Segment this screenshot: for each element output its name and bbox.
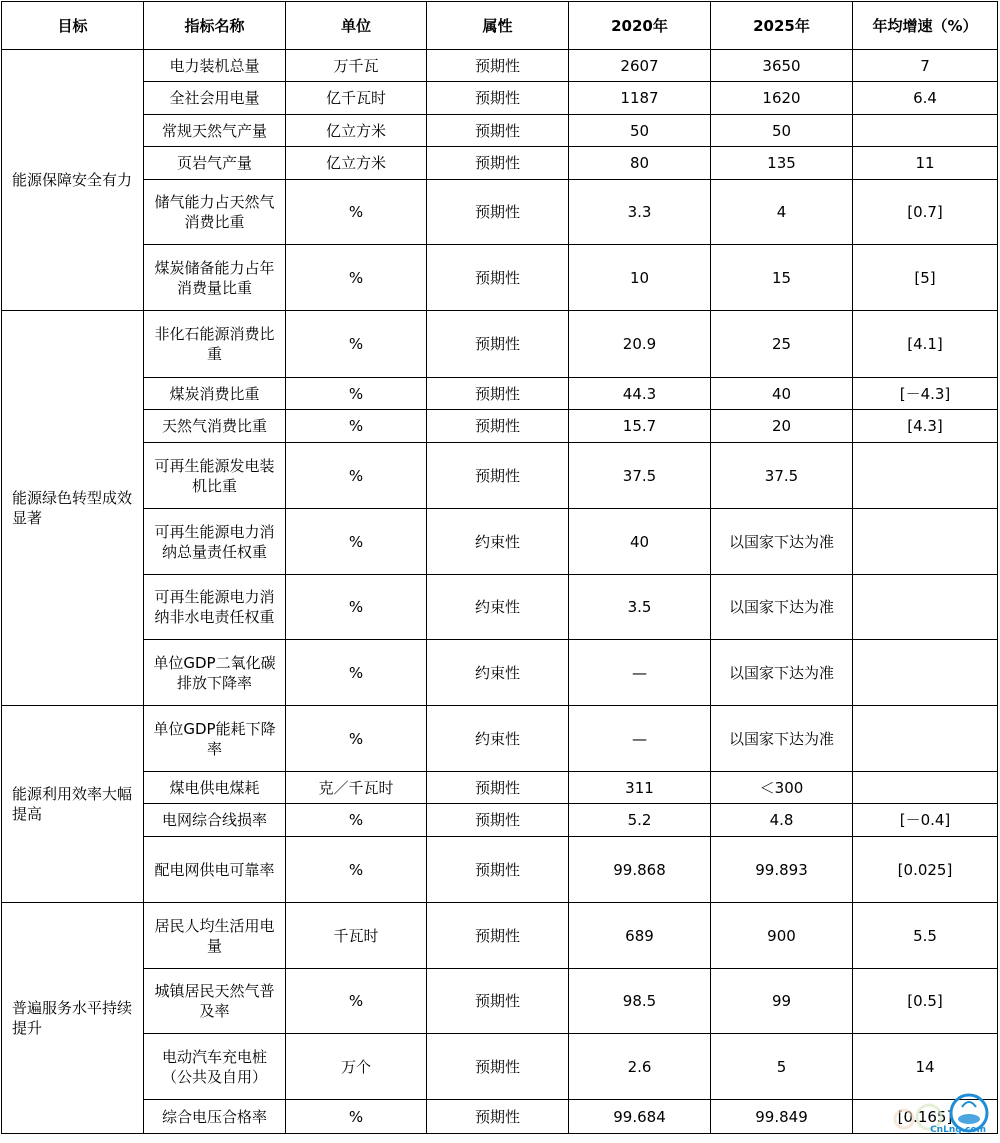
value-2025-cell: 900 — [711, 903, 853, 969]
value-2020-cell: 99.684 — [569, 1100, 711, 1134]
table-row — [2, 509, 998, 575]
unit-cell: % — [286, 969, 427, 1034]
growth-rate-cell — [853, 115, 998, 147]
watermark-logo — [874, 1089, 994, 1139]
unit-cell: % — [286, 1100, 427, 1134]
value-2025-cell: 5 — [711, 1034, 853, 1100]
value-2025-cell: 40 — [711, 378, 853, 410]
header-goal: 目标 — [2, 2, 144, 50]
value-2020-cell: 98.5 — [569, 969, 711, 1034]
attribute-cell: 预期性 — [427, 443, 569, 509]
value-2020-cell: 311 — [569, 772, 711, 804]
indicator-name-cell: 全社会用电量 — [144, 82, 286, 115]
table-row — [2, 50, 998, 82]
unit-cell: 万千瓦 — [286, 50, 427, 82]
growth-rate-cell: [4.3] — [853, 410, 998, 443]
indicator-name-cell: 天然气消费比重 — [144, 410, 286, 443]
value-2025-cell: 3650 — [711, 50, 853, 82]
growth-rate-cell: [0.5] — [853, 969, 998, 1034]
indicator-name-cell: 可再生能源发电装机比重 — [144, 443, 286, 509]
header-row — [2, 2, 998, 50]
unit-cell: % — [286, 640, 427, 706]
value-2020-cell: 2607 — [569, 50, 711, 82]
value-2020-cell: 3.3 — [569, 180, 711, 245]
value-2025-cell: 4.8 — [711, 804, 853, 837]
header-2020: 2020年 — [569, 2, 711, 50]
header-unit: 单位 — [286, 2, 427, 50]
unit-cell: % — [286, 804, 427, 837]
value-2025-cell: 以国家下达为准 — [711, 509, 853, 575]
value-2020-cell: 1187 — [569, 82, 711, 115]
attribute-cell: 预期性 — [427, 147, 569, 180]
value-2025-cell: 25 — [711, 311, 853, 378]
indicator-name-cell: 居民人均生活用电量 — [144, 903, 286, 969]
table-row — [2, 1100, 998, 1134]
growth-rate-cell: [－0.4] — [853, 804, 998, 837]
header-indicator-name: 指标名称 — [144, 2, 286, 50]
table-row — [2, 804, 998, 837]
indicator-name-cell: 页岩气产量 — [144, 147, 286, 180]
unit-cell: % — [286, 410, 427, 443]
header-growth-rate: 年均增速（%） — [853, 2, 998, 50]
value-2020-cell: 3.5 — [569, 575, 711, 640]
unit-cell: % — [286, 245, 427, 311]
value-2020-cell: 50 — [569, 115, 711, 147]
attribute-cell: 预期性 — [427, 378, 569, 410]
table-row — [2, 772, 998, 804]
growth-rate-cell — [853, 575, 998, 640]
table-row — [2, 115, 998, 147]
value-2025-cell: 15 — [711, 245, 853, 311]
unit-cell: 万个 — [286, 1034, 427, 1100]
table-row — [2, 82, 998, 115]
indicator-name-cell: 非化石能源消费比重 — [144, 311, 286, 378]
goal-cell: 能源绿色转型成效显著 — [2, 311, 144, 706]
growth-rate-cell: 5.5 — [853, 903, 998, 969]
goal-cell: 能源保障安全有力 — [2, 50, 144, 311]
indicator-name-cell: 单位GDP能耗下降率 — [144, 706, 286, 772]
table-row — [2, 311, 998, 378]
value-2025-cell: ＜300 — [711, 772, 853, 804]
value-2020-cell: 15.7 — [569, 410, 711, 443]
indicator-name-cell: 单位GDP二氧化碳排放下降率 — [144, 640, 286, 706]
value-2025-cell: 37.5 — [711, 443, 853, 509]
attribute-cell: 预期性 — [427, 772, 569, 804]
attribute-cell: 预期性 — [427, 311, 569, 378]
value-2025-cell: 50 — [711, 115, 853, 147]
value-2025-cell: 1620 — [711, 82, 853, 115]
table-row — [2, 903, 998, 969]
growth-rate-cell — [853, 706, 998, 772]
unit-cell: % — [286, 180, 427, 245]
indicator-name-cell: 电网综合线损率 — [144, 804, 286, 837]
value-2020-cell: 20.9 — [569, 311, 711, 378]
attribute-cell: 约束性 — [427, 706, 569, 772]
attribute-cell: 预期性 — [427, 969, 569, 1034]
indicator-name-cell: 电力装机总量 — [144, 50, 286, 82]
table-row — [2, 147, 998, 180]
indicator-name-cell: 可再生能源电力消纳总量责任权重 — [144, 509, 286, 575]
attribute-cell: 约束性 — [427, 640, 569, 706]
attribute-cell: 约束性 — [427, 575, 569, 640]
growth-rate-cell: 14 — [853, 1034, 998, 1100]
goal-cell: 普遍服务水平持续提升 — [2, 903, 144, 1134]
value-2020-cell: 5.2 — [569, 804, 711, 837]
attribute-cell: 预期性 — [427, 50, 569, 82]
value-2020-cell: 99.868 — [569, 837, 711, 903]
value-2020-cell: 10 — [569, 245, 711, 311]
unit-cell: % — [286, 378, 427, 410]
value-2020-cell: 37.5 — [569, 443, 711, 509]
growth-rate-cell: 6.4 — [853, 82, 998, 115]
indicator-name-cell: 电动汽车充电桩（公共及自用） — [144, 1034, 286, 1100]
indicator-name-cell: 综合电压合格率 — [144, 1100, 286, 1134]
indicator-name-cell: 储气能力占天然气消费比重 — [144, 180, 286, 245]
unit-cell: 克／千瓦时 — [286, 772, 427, 804]
growth-rate-cell — [853, 509, 998, 575]
growth-rate-cell — [853, 640, 998, 706]
attribute-cell: 预期性 — [427, 82, 569, 115]
unit-cell: % — [286, 837, 427, 903]
indicator-name-cell: 可再生能源电力消纳非水电责任权重 — [144, 575, 286, 640]
value-2020-cell: 40 — [569, 509, 711, 575]
unit-cell: 亿千瓦时 — [286, 82, 427, 115]
unit-cell: % — [286, 706, 427, 772]
table-row — [2, 180, 998, 245]
table-row — [2, 969, 998, 1034]
growth-rate-cell: 7 — [853, 50, 998, 82]
table-row — [2, 706, 998, 772]
value-2025-cell: 99 — [711, 969, 853, 1034]
table-row — [2, 410, 998, 443]
value-2025-cell: 4 — [711, 180, 853, 245]
indicator-name-cell: 常规天然气产量 — [144, 115, 286, 147]
unit-cell: % — [286, 311, 427, 378]
unit-cell: % — [286, 575, 427, 640]
indicator-name-cell: 城镇居民天然气普及率 — [144, 969, 286, 1034]
table-row — [2, 640, 998, 706]
growth-rate-cell: [5] — [853, 245, 998, 311]
growth-rate-cell — [853, 443, 998, 509]
table-body — [2, 50, 998, 1134]
value-2025-cell: 135 — [711, 147, 853, 180]
indicator-name-cell: 煤炭消费比重 — [144, 378, 286, 410]
value-2025-cell: 以国家下达为准 — [711, 575, 853, 640]
unit-cell: % — [286, 509, 427, 575]
attribute-cell: 预期性 — [427, 1034, 569, 1100]
value-2025-cell: 以国家下达为准 — [711, 640, 853, 706]
table-row — [2, 837, 998, 903]
unit-cell: 亿立方米 — [286, 147, 427, 180]
attribute-cell: 预期性 — [427, 245, 569, 311]
header-2025: 2025年 — [711, 2, 853, 50]
header-attribute: 属性 — [427, 2, 569, 50]
goal-cell: 能源利用效率大幅提高 — [2, 706, 144, 903]
value-2025-cell: 20 — [711, 410, 853, 443]
indicator-table — [1, 1, 998, 1134]
attribute-cell: 约束性 — [427, 509, 569, 575]
unit-cell: 千瓦时 — [286, 903, 427, 969]
growth-rate-cell: [0.025] — [853, 837, 998, 903]
growth-rate-cell — [853, 772, 998, 804]
attribute-cell: 预期性 — [427, 837, 569, 903]
attribute-cell: 预期性 — [427, 410, 569, 443]
unit-cell: % — [286, 443, 427, 509]
growth-rate-cell: [0.7] — [853, 180, 998, 245]
attribute-cell: 预期性 — [427, 115, 569, 147]
attribute-cell: 预期性 — [427, 804, 569, 837]
value-2020-cell: 689 — [569, 903, 711, 969]
value-2025-cell: 99.849 — [711, 1100, 853, 1134]
attribute-cell: 预期性 — [427, 903, 569, 969]
value-2020-cell: 2.6 — [569, 1034, 711, 1100]
table-row — [2, 1034, 998, 1100]
indicator-name-cell: 配电网供电可靠率 — [144, 837, 286, 903]
table-row — [2, 443, 998, 509]
table-row — [2, 378, 998, 410]
growth-rate-cell: [0.165] — [853, 1100, 998, 1134]
value-2020-cell: 44.3 — [569, 378, 711, 410]
growth-rate-cell: [－4.3] — [853, 378, 998, 410]
attribute-cell: 预期性 — [427, 180, 569, 245]
table-row — [2, 575, 998, 640]
unit-cell: 亿立方米 — [286, 115, 427, 147]
value-2025-cell: 以国家下达为准 — [711, 706, 853, 772]
value-2020-cell: — — [569, 640, 711, 706]
growth-rate-cell: [4.1] — [853, 311, 998, 378]
value-2020-cell: — — [569, 706, 711, 772]
indicator-name-cell: 煤炭储备能力占年消费量比重 — [144, 245, 286, 311]
watermark-text: CnLng.com — [930, 1125, 986, 1135]
value-2020-cell: 80 — [569, 147, 711, 180]
value-2025-cell: 99.893 — [711, 837, 853, 903]
indicator-name-cell: 煤电供电煤耗 — [144, 772, 286, 804]
growth-rate-cell: 11 — [853, 147, 998, 180]
table-row — [2, 245, 998, 311]
attribute-cell: 预期性 — [427, 1100, 569, 1134]
